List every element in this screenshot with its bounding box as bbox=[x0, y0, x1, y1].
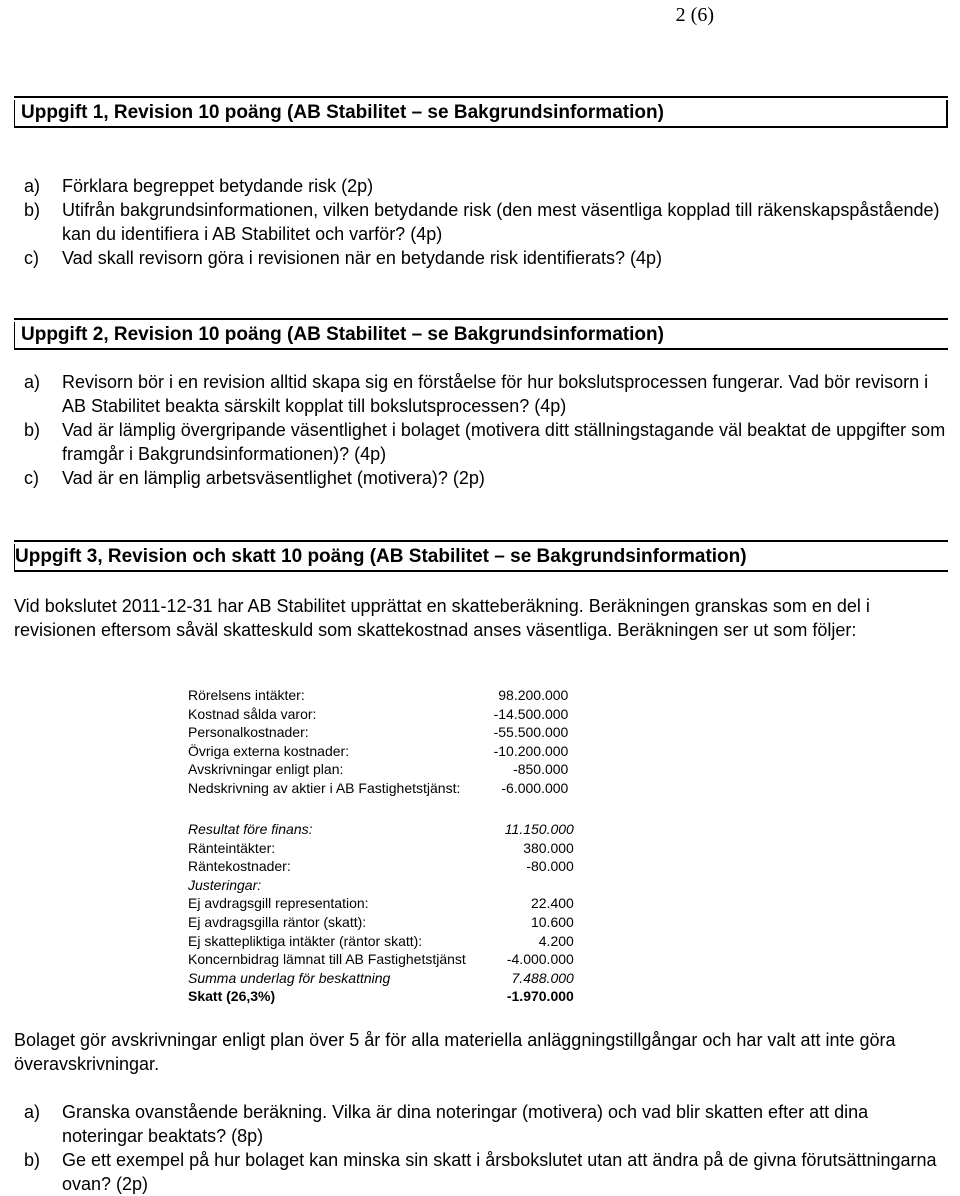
item-text: Utifrån bakgrundsinformationen, vilken betydande risk (den mest väsentliga kopplad till räkenskapspåstående) kan du identifiera i AB Stabilitet och varför? (4p) bbox=[62, 200, 940, 244]
table-row bbox=[188, 839, 574, 858]
row-label: Ej avdragsgilla räntor (skatt): bbox=[188, 913, 367, 930]
table-row bbox=[188, 932, 574, 951]
page-number: 2 (6) bbox=[675, 4, 714, 26]
row-label: Kostnad sålda varor: bbox=[188, 705, 317, 722]
row-label: Resultat före finans: bbox=[188, 821, 313, 837]
row-label: Ränteintäkter: bbox=[188, 839, 276, 856]
task3-after-paragraph: Bolaget gör avskrivningar enligt plan över 5 år för alla materiella anläggningstillgångar och har valt att inte göra överavskrivningar. bbox=[14, 1030, 896, 1074]
item-label: c) bbox=[24, 468, 39, 488]
list-item bbox=[14, 1100, 946, 1148]
row-label: Ej avdragsgill representation: bbox=[188, 895, 369, 912]
row-value: 11.150.000 bbox=[504, 821, 574, 837]
table-row bbox=[188, 950, 574, 969]
row-value: 7.488.000 bbox=[511, 969, 574, 986]
row-label: Räntekostnader: bbox=[188, 858, 291, 875]
row-value: 4.200 bbox=[538, 932, 574, 949]
row-label: Övriga externa kostnader: bbox=[188, 742, 350, 759]
row-label: Ej skattepliktiga intäkter (räntor skatt): bbox=[188, 932, 423, 949]
row-label: Personalkostnader: bbox=[188, 724, 309, 741]
table-row bbox=[188, 779, 568, 798]
task2-heading-box bbox=[14, 318, 948, 350]
row-value: 22.400 bbox=[530, 895, 574, 912]
table-row bbox=[188, 876, 574, 895]
item-text: Ge ett exempel på hur bolaget kan minska sin skatt i årsbokslutet utan att ändra på de givna förutsättningarna ovan? (2p) bbox=[62, 1150, 937, 1194]
item-label: b) bbox=[24, 200, 41, 220]
task2-list bbox=[14, 370, 946, 490]
task2-heading: Uppgift 2, Revision 10 poäng (AB Stabilitet – se Bakgrundsinformation) bbox=[14, 322, 948, 350]
tax-calculation-table-1 bbox=[188, 686, 568, 798]
row-label: Skatt (26,3%) bbox=[188, 988, 276, 1005]
table-row bbox=[188, 760, 568, 779]
task3-heading-box bbox=[14, 540, 948, 572]
list-item bbox=[14, 418, 946, 466]
row-value: 380.000 bbox=[523, 839, 574, 856]
item-label: a) bbox=[24, 372, 41, 392]
item-text: Revisorn bör i en revision alltid skapa sig en förståelse för hur bokslutsprocessen fungerar. Vad bör revisorn i AB Stabilitet beakta särskilt kopplat till bokslutsprocessen? (4p) bbox=[62, 372, 929, 416]
row-label: Justeringar: bbox=[188, 876, 262, 893]
task1-heading: Uppgift 1, Revision 10 poäng (AB Stabilitet – se Bakgrundsinformation) bbox=[14, 100, 948, 128]
row-value: -80.000 bbox=[526, 858, 574, 875]
row-value: 10.600 bbox=[530, 913, 574, 930]
table-row bbox=[188, 913, 574, 932]
row-value: -14.500.000 bbox=[493, 705, 569, 722]
list-item bbox=[14, 466, 946, 490]
item-label: b) bbox=[24, 1150, 41, 1170]
item-label: a) bbox=[24, 176, 41, 196]
item-label: c) bbox=[24, 248, 39, 268]
item-text: Vad är en lämplig arbetsväsentlighet (motivera)? (2p) bbox=[62, 468, 485, 488]
row-value: -6.000.000 bbox=[501, 779, 569, 796]
table-row bbox=[188, 894, 574, 913]
item-text: Förklara begreppet betydande risk (2p) bbox=[62, 176, 374, 196]
item-text: Vad skall revisorn göra i revisionen när en betydande risk identifierats? (4p) bbox=[62, 248, 662, 268]
row-label: Nedskrivning av aktier i AB Fastighetstjänst: bbox=[188, 779, 461, 796]
item-label: a) bbox=[24, 1102, 41, 1122]
row-value: 98.200.000 bbox=[498, 687, 569, 703]
table-row bbox=[188, 723, 568, 742]
task3-heading: Uppgift 3, Revision och skatt 10 poäng (AB Stabilitet – se Bakgrundsinformation) bbox=[14, 544, 948, 572]
list-item bbox=[14, 246, 946, 270]
item-label: b) bbox=[24, 420, 41, 440]
list-item bbox=[14, 370, 946, 418]
table-row bbox=[188, 969, 574, 988]
task1-list bbox=[14, 174, 946, 270]
table-row bbox=[188, 987, 574, 1006]
list-item bbox=[14, 1148, 946, 1196]
row-value bbox=[466, 876, 574, 895]
row-value: -4.000.000 bbox=[506, 951, 574, 968]
table-row bbox=[188, 820, 574, 839]
row-label: Koncernbidrag lämnat till AB Fastighetstjänst bbox=[188, 951, 466, 968]
item-text: Vad är lämplig övergripande väsentlighet i bolaget (motivera ditt ställningstagande väl beaktat de uppgifter som framgår i Bakgrundsinformationen)? (4p) bbox=[62, 420, 946, 464]
row-label: Summa underlag för beskattning bbox=[188, 969, 391, 986]
task3-list bbox=[14, 1100, 946, 1196]
row-value: -10.200.000 bbox=[493, 742, 569, 759]
table-row bbox=[188, 686, 568, 705]
row-value: -850.000 bbox=[513, 761, 569, 778]
list-item bbox=[14, 198, 946, 246]
table-row bbox=[188, 857, 574, 876]
item-text: Granska ovanstående beräkning. Vilka är dina noteringar (motivera) och vad blir skatten efter att dina noteringar beaktats? (8p) bbox=[62, 1102, 869, 1146]
task3-intro: Vid bokslutet 2011-12-31 har AB Stabilitet upprättat en skatteberäkning. Beräkningen granskas som en del i revisionen eftersom såväl skatteskuld som skattekostnad anses väsentliga. Beräkningen ser ut som följer: bbox=[14, 596, 870, 640]
row-value: -1.970.000 bbox=[506, 988, 574, 1005]
row-label: Avskrivningar enligt plan: bbox=[188, 761, 344, 778]
task1-heading-box bbox=[14, 96, 948, 128]
row-label: Rörelsens intäkter: bbox=[188, 687, 305, 703]
table-row bbox=[188, 742, 568, 761]
table-row bbox=[188, 705, 568, 724]
list-item bbox=[14, 174, 946, 198]
tax-calculation-table-2 bbox=[188, 820, 574, 1006]
row-value: -55.500.000 bbox=[493, 724, 569, 741]
